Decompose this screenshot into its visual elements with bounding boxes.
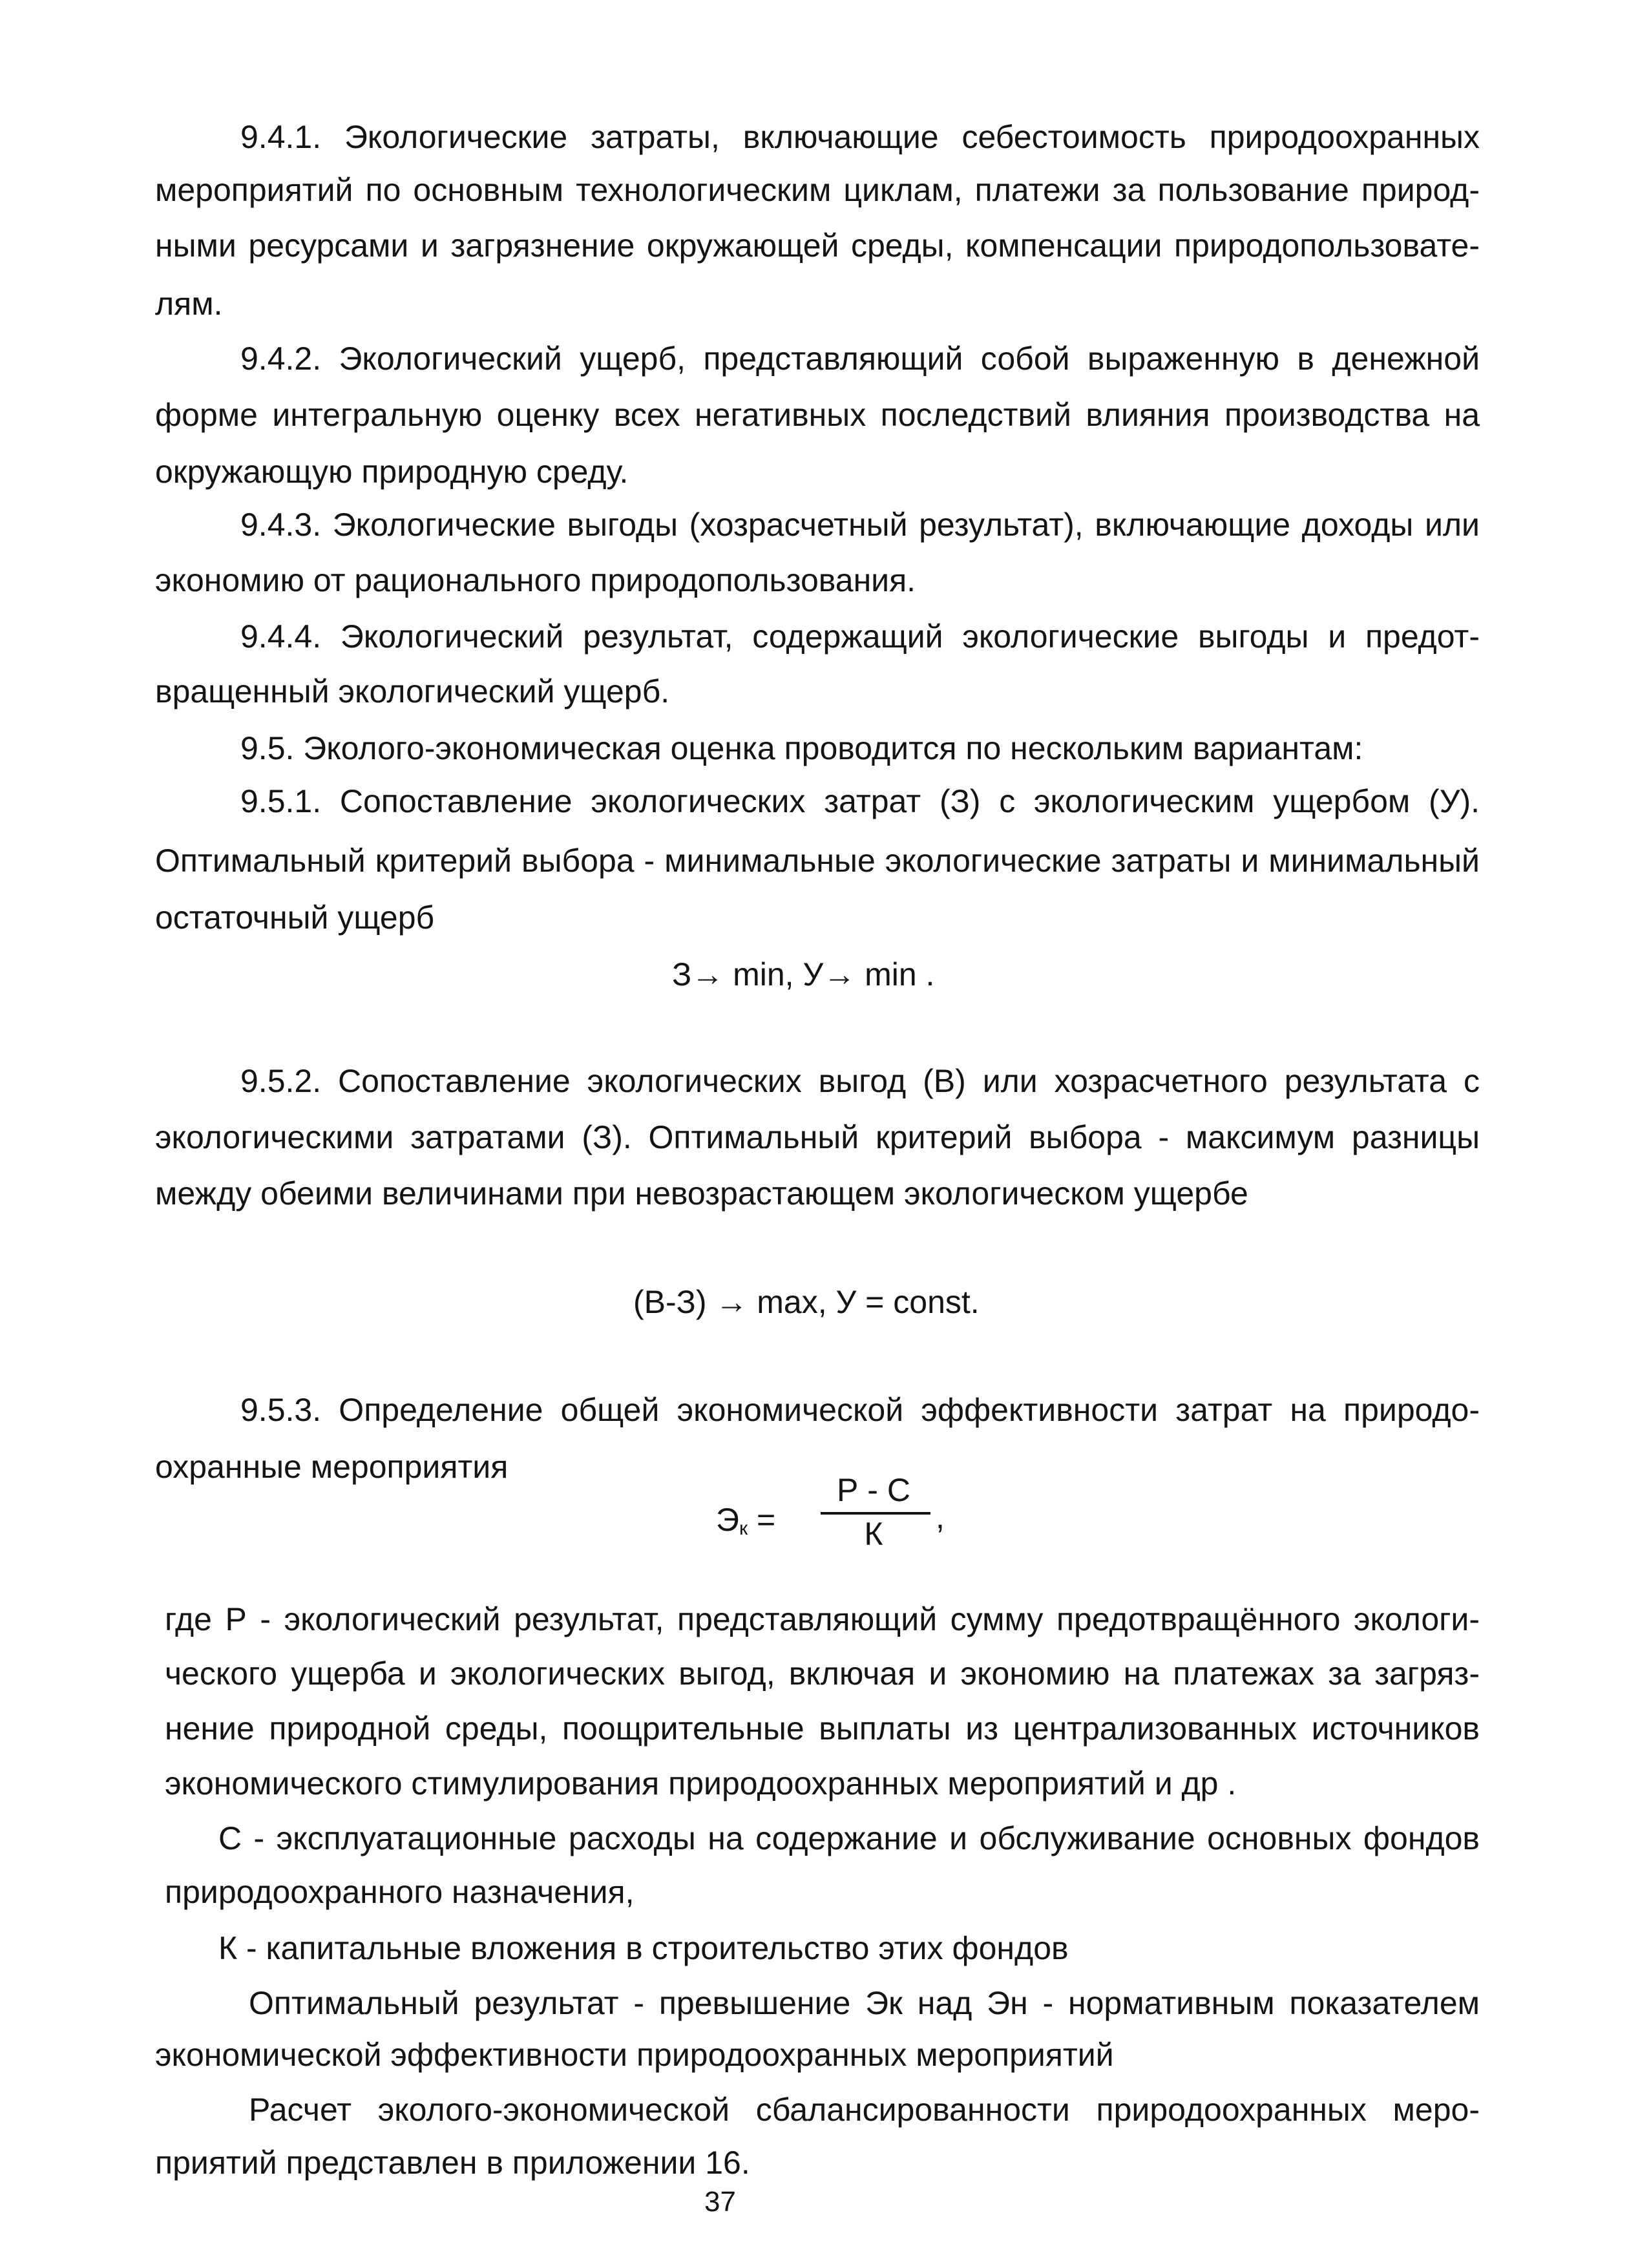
text-line: 9.4.2. Экологический ущерб, представляющий собой выраженную в денежной: [240, 341, 1480, 377]
text-line: форме интегральную оценку всех негативных последствий влияния производства на: [155, 397, 1480, 433]
text-line: между обеими величинами при невозрастающем экологическом ущербе: [155, 1175, 1248, 1212]
text-line: лям.: [155, 286, 223, 322]
formula-trailing-comma: ,: [936, 1499, 945, 1535]
text-line: окружающую природную среду.: [155, 454, 629, 490]
formula-lhs: [716, 1500, 775, 1548]
formula-max: (В-З) → max, У = const.: [633, 1284, 980, 1320]
text-line: Расчет эколого-экономической сбалансированности природоохранных меро-: [249, 2092, 1480, 2128]
text-line: приятий представлен в приложении 16.: [155, 2145, 750, 2181]
text-line: экономию от рационального природопользования.: [155, 562, 916, 598]
text-line: природоохранного назначения,: [165, 1874, 635, 1910]
formula-lhs-symbol: Э: [716, 1502, 739, 1538]
text-line: охранные мероприятия: [155, 1449, 509, 1485]
formula-numerator: Р - С: [837, 1472, 910, 1508]
page-number: 37: [704, 2186, 736, 2218]
text-line: нение природной среды, поощрительные выплаты из централизованных источников: [165, 1710, 1480, 1747]
text-line: где Р - экологический результат, представляющий сумму предотвращённого экологи-: [165, 1601, 1480, 1637]
text-line: Оптимальный критерий выбора - минимальные экологические затраты и минимальный: [155, 843, 1480, 879]
text-line: 9.5.1. Сопоставление экологических затрат (З) с экологическим ущербом (У).: [240, 783, 1480, 819]
formula-min: З→ min, У→ min .: [672, 956, 935, 992]
text-line: 9.5. Эколого-экономическая оценка проводится по нескольким вариантам:: [240, 730, 1363, 766]
text-line: экологическими затратами (З). Оптимальный критерий выбора - максимум разницы: [155, 1119, 1480, 1155]
text-line: вращенный экологический ущерб.: [155, 673, 670, 709]
text-line: С - эксплуатационные расходы на содержание и обслуживание основных фондов: [218, 1820, 1480, 1856]
text-line: К - капитальные вложения в строительство этих фондов: [218, 1930, 1069, 1966]
text-line: экономического стимулирования природоохранных мероприятий и др .: [165, 1765, 1237, 1801]
text-line: экономической эффективности природоохранных мероприятий: [155, 2037, 1114, 2073]
text-line: 9.4.1. Экологические затраты, включающие себестоимость природоохранных: [240, 119, 1480, 155]
text-line: 9.5.3. Определение общей экономической эффективности затрат на природо-: [240, 1392, 1480, 1428]
text-line: 9.5.2. Сопоставление экологических выгод (В) или хозрасчетного результата с: [240, 1063, 1480, 1099]
formula-equals: =: [756, 1502, 776, 1538]
formula-denominator: К: [864, 1516, 883, 1552]
text-line: мероприятий по основным технологическим циклам, платежи за пользование природ-: [155, 172, 1480, 208]
text-line: 9.4.3. Экологические выгоды (хозрасчетный результат), включающие доходы или: [240, 507, 1480, 543]
text-line: ными ресурсами и загрязнение окружающей среды, компенсации природопользовате-: [155, 227, 1480, 264]
formula-lhs-subscript: к: [739, 1518, 748, 1539]
text-line: 9.4.4. Экологический результат, содержащий экологические выгоды и предот-: [240, 618, 1480, 655]
text-line: Оптимальный результат - превышение Эк над Эн - нормативным показателем: [249, 1985, 1480, 2021]
text-line: остаточный ущерб: [155, 899, 435, 936]
text-line: ческого ущерба и экологических выгод, включая и экономию на платежах за загряз-: [165, 1655, 1480, 1692]
